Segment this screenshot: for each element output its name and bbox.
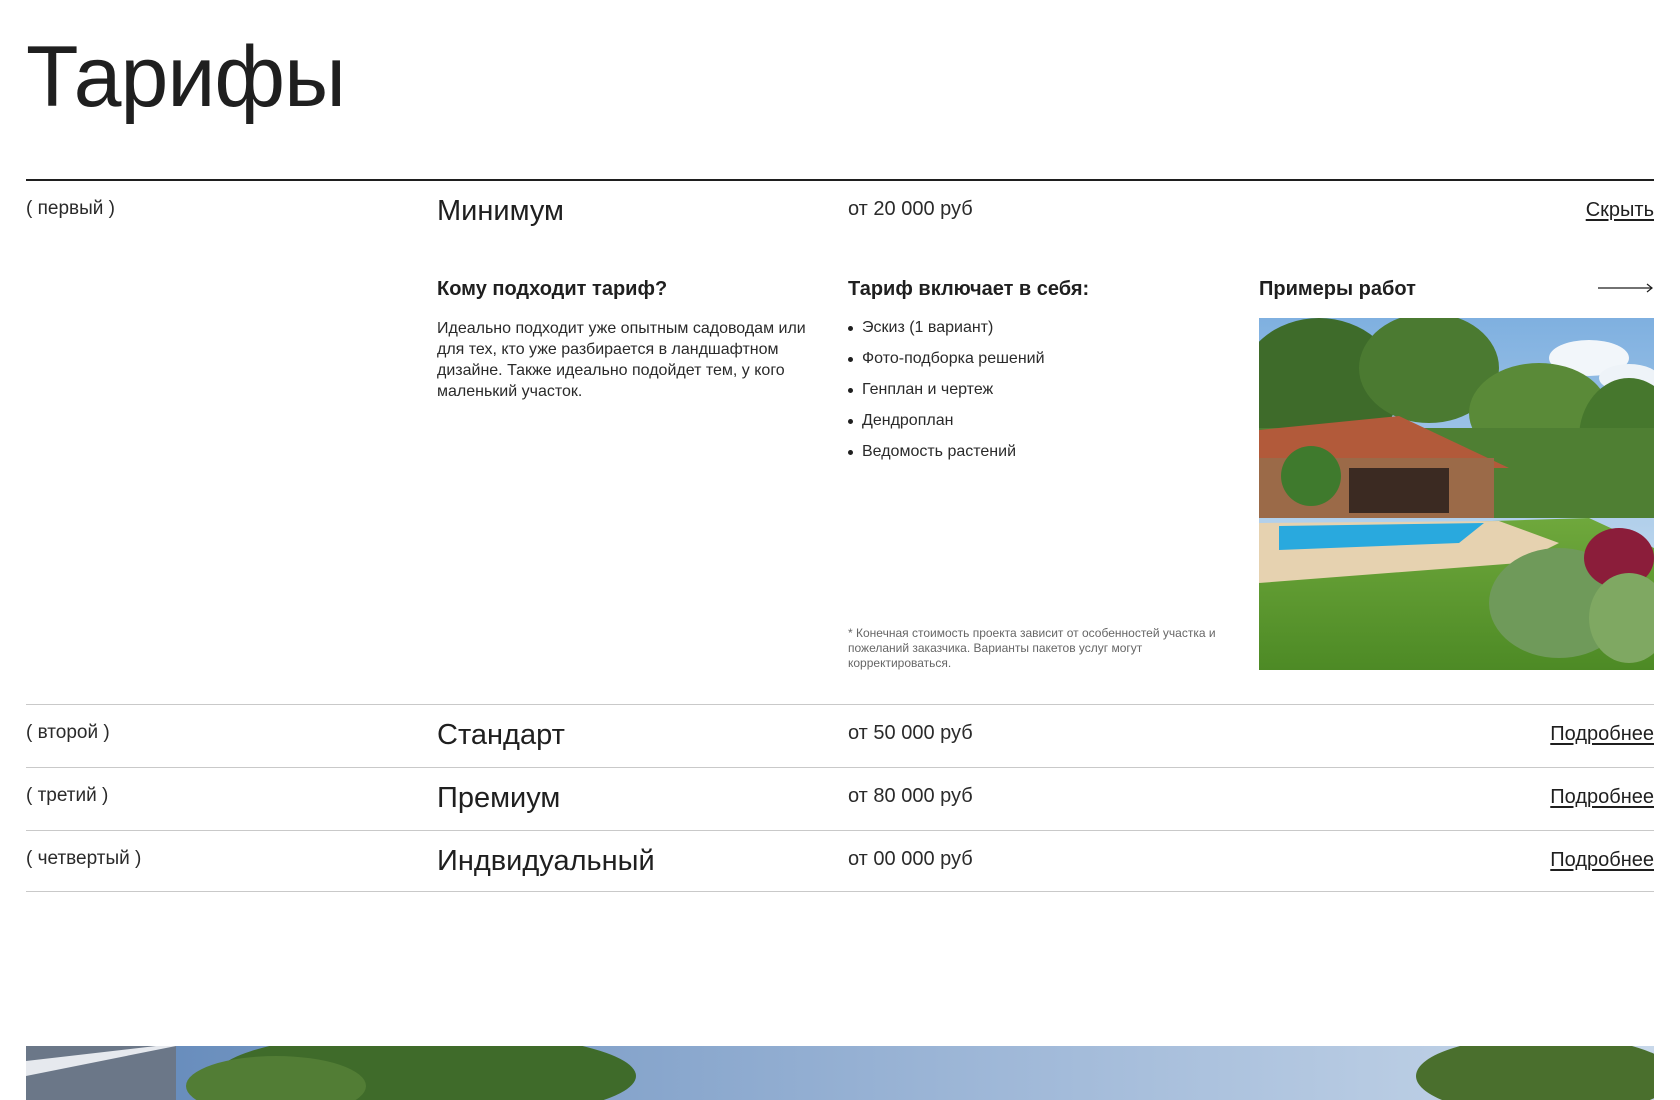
- page-title: Тарифы: [26, 29, 345, 125]
- hide-details-link[interactable]: Скрыть: [1585, 199, 1654, 221]
- tariff-row-premium: [26, 767, 1654, 830]
- tariffs-list: [26, 179, 1654, 893]
- suits-text: Идеально подходит уже опытным садоводам или для тех, кто уже разбирается в ландшафтном дизайне. Также идеально подойдет тем, у кого маленький участок.: [437, 320, 806, 400]
- examples-heading: Примеры работ: [1259, 278, 1416, 300]
- examples-column: [1259, 278, 1654, 301]
- tariff-name: Индвидуальный: [437, 845, 655, 877]
- more-details-link[interactable]: Подробнее: [1550, 786, 1654, 808]
- list-item: Ведомость растений: [848, 442, 1228, 462]
- tariff-name: Стандарт: [437, 719, 565, 751]
- tariff-ordinal: ( первый ): [26, 198, 115, 219]
- suits-column: [437, 278, 807, 402]
- tariff-price: от 00 000 руб: [848, 848, 973, 870]
- tariff-price: от 20 000 руб: [848, 198, 973, 220]
- tariff-ordinal: ( второй ): [26, 722, 110, 743]
- tariff-name: Минимум: [437, 195, 564, 227]
- bottom-banner-image: [26, 1046, 1654, 1100]
- tariff-price: от 80 000 руб: [848, 785, 973, 807]
- includes-column: [848, 278, 1228, 473]
- includes-list: [848, 318, 1228, 462]
- suits-heading: Кому подходит тариф?: [437, 278, 668, 300]
- more-details-link[interactable]: Подробнее: [1550, 849, 1654, 871]
- list-item: Эскиз (1 вариант): [848, 318, 1228, 338]
- tariff-row-individual: [26, 830, 1654, 893]
- tariff-name: Премиум: [437, 782, 561, 814]
- price-footnote: * Конечная стоимость проекта зависит от особенностей участка и пожеланий заказчика. Варианты пакетов услуг могут корректироваться.: [848, 626, 1216, 670]
- list-item: Генплан и чертеж: [848, 380, 1228, 400]
- tariff-row-standard: [26, 704, 1654, 767]
- tariff-row-minimum: [26, 179, 1654, 704]
- example-photo[interactable]: [1259, 318, 1654, 670]
- list-item: Фото-подборка решений: [848, 349, 1228, 369]
- tariff-price: от 50 000 руб: [848, 722, 973, 744]
- tariff-ordinal: ( четвертый ): [26, 848, 142, 869]
- list-item: Дендроплан: [848, 411, 1228, 431]
- includes-heading: Тариф включает в себя:: [848, 278, 1090, 300]
- tariffs-divider: [26, 891, 1654, 892]
- more-details-link[interactable]: Подробнее: [1550, 723, 1654, 745]
- tariff-ordinal: ( третий ): [26, 785, 109, 806]
- arrow-right-icon[interactable]: [1598, 282, 1654, 294]
